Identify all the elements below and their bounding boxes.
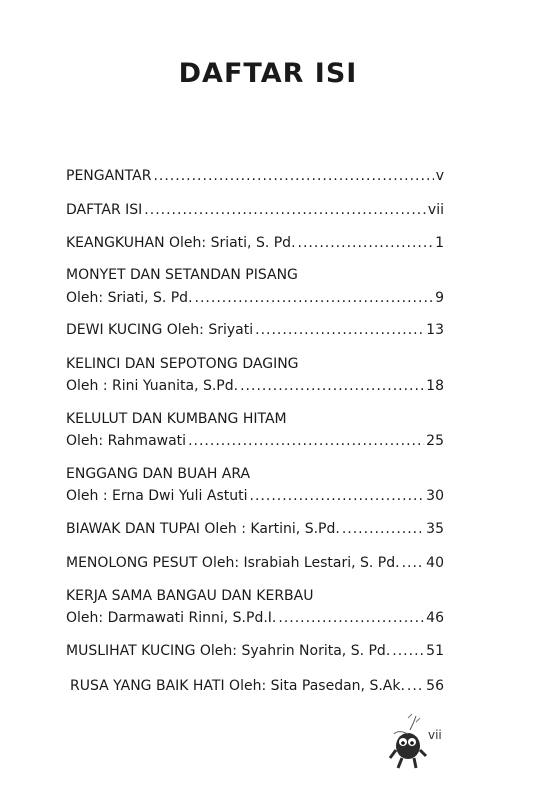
toc-entry — [66, 320, 444, 340]
toc-entry-page: 46 — [426, 610, 444, 626]
toc-entry-page: 1 — [435, 235, 444, 251]
toc-entry-title: Oleh: Darmawati Rinni, S.Pd.I. — [66, 610, 277, 626]
toc-entry-heading: ENGGANG DAN BUAH ARA — [66, 466, 251, 482]
toc-entry — [66, 553, 444, 573]
toc-entry-title: MENOLONG PESUT Oleh: Israbiah Lestari, S. Pd. — [66, 555, 400, 571]
toc-leader-dots — [195, 288, 434, 308]
toc-entry-title: Oleh : Rini Yuanita, S.Pd. — [66, 378, 239, 394]
toc-leader-dots — [255, 320, 424, 340]
toc-entry — [66, 431, 444, 451]
toc-entry-page: 40 — [426, 555, 444, 571]
toc-entry — [66, 376, 444, 396]
toc-entry-title: RUSA YANG BAIK HATI Oleh: Sita Pasedan, S.Ak. — [70, 678, 405, 694]
toc-entry — [66, 288, 444, 308]
toc-leader-dots — [407, 676, 424, 696]
toc-entry — [66, 200, 444, 220]
toc-entry — [66, 166, 444, 186]
mascot-illustration — [386, 712, 430, 774]
toc-entry-heading: KELINCI DAN SEPOTONG DAGING — [66, 356, 299, 372]
toc-leader-dots — [298, 233, 434, 253]
toc-leader-dots — [240, 376, 424, 396]
toc-entry-page: vii — [427, 202, 444, 218]
toc-entry-page: 13 — [426, 322, 444, 338]
toc-leader-dots — [342, 519, 424, 539]
toc-leader-dots — [250, 486, 425, 506]
toc-entry-title: PENGANTAR — [66, 168, 152, 184]
toc-entry-page: 51 — [426, 643, 444, 659]
toc-entry-heading: KELULUT DAN KUMBANG HITAM — [66, 411, 287, 427]
toc-entry — [66, 486, 444, 506]
toc-entry-page: 35 — [426, 521, 444, 537]
toc-leader-dots — [278, 608, 424, 628]
toc-entry-heading: KERJA SAMA BANGAU DAN KERBAU — [66, 588, 314, 604]
toc-entry — [66, 233, 444, 253]
toc-entry-page: 30 — [426, 488, 444, 504]
toc-entry-title: Oleh: Rahmawati — [66, 433, 187, 449]
toc-entry-title: MUSLIHAT KUCING Oleh: Syahrin Norita, S. Pd. — [66, 643, 391, 659]
toc-entry-page: 9 — [435, 290, 444, 306]
toc-entry-page: v — [435, 168, 444, 184]
toc-leader-dots — [153, 166, 433, 186]
toc-entry — [66, 608, 444, 628]
toc-entry-page: 56 — [426, 678, 444, 694]
toc-entry — [70, 676, 444, 696]
toc-leader-dots — [392, 641, 424, 661]
toc-entry-title: DAFTAR ISI — [66, 202, 143, 218]
toc-leader-dots — [402, 553, 425, 573]
toc-leader-dots — [144, 200, 426, 220]
toc-entry — [66, 519, 444, 539]
toc-entry-heading: MONYET DAN SETANDAN PISANG — [66, 267, 298, 283]
toc-leader-dots — [188, 431, 424, 451]
toc-entry-page: 25 — [426, 433, 444, 449]
toc-entry — [66, 641, 444, 661]
toc-entry-title: KEANGKUHAN Oleh: Sriati, S. Pd. — [66, 235, 296, 251]
page-number: vii — [428, 728, 442, 742]
toc-entry-title: Oleh : Erna Dwi Yuli Astuti — [66, 488, 248, 504]
toc-entry-page: 18 — [426, 378, 444, 394]
page-title: DAFTAR ISI — [178, 58, 358, 89]
toc-entry-title: BIAWAK DAN TUPAI Oleh : Kartini, S.Pd. — [66, 521, 340, 537]
toc-entry-title: DEWI KUCING Oleh: Sriyati — [66, 322, 254, 338]
toc-entry-title: Oleh: Sriati, S. Pd. — [66, 290, 193, 306]
